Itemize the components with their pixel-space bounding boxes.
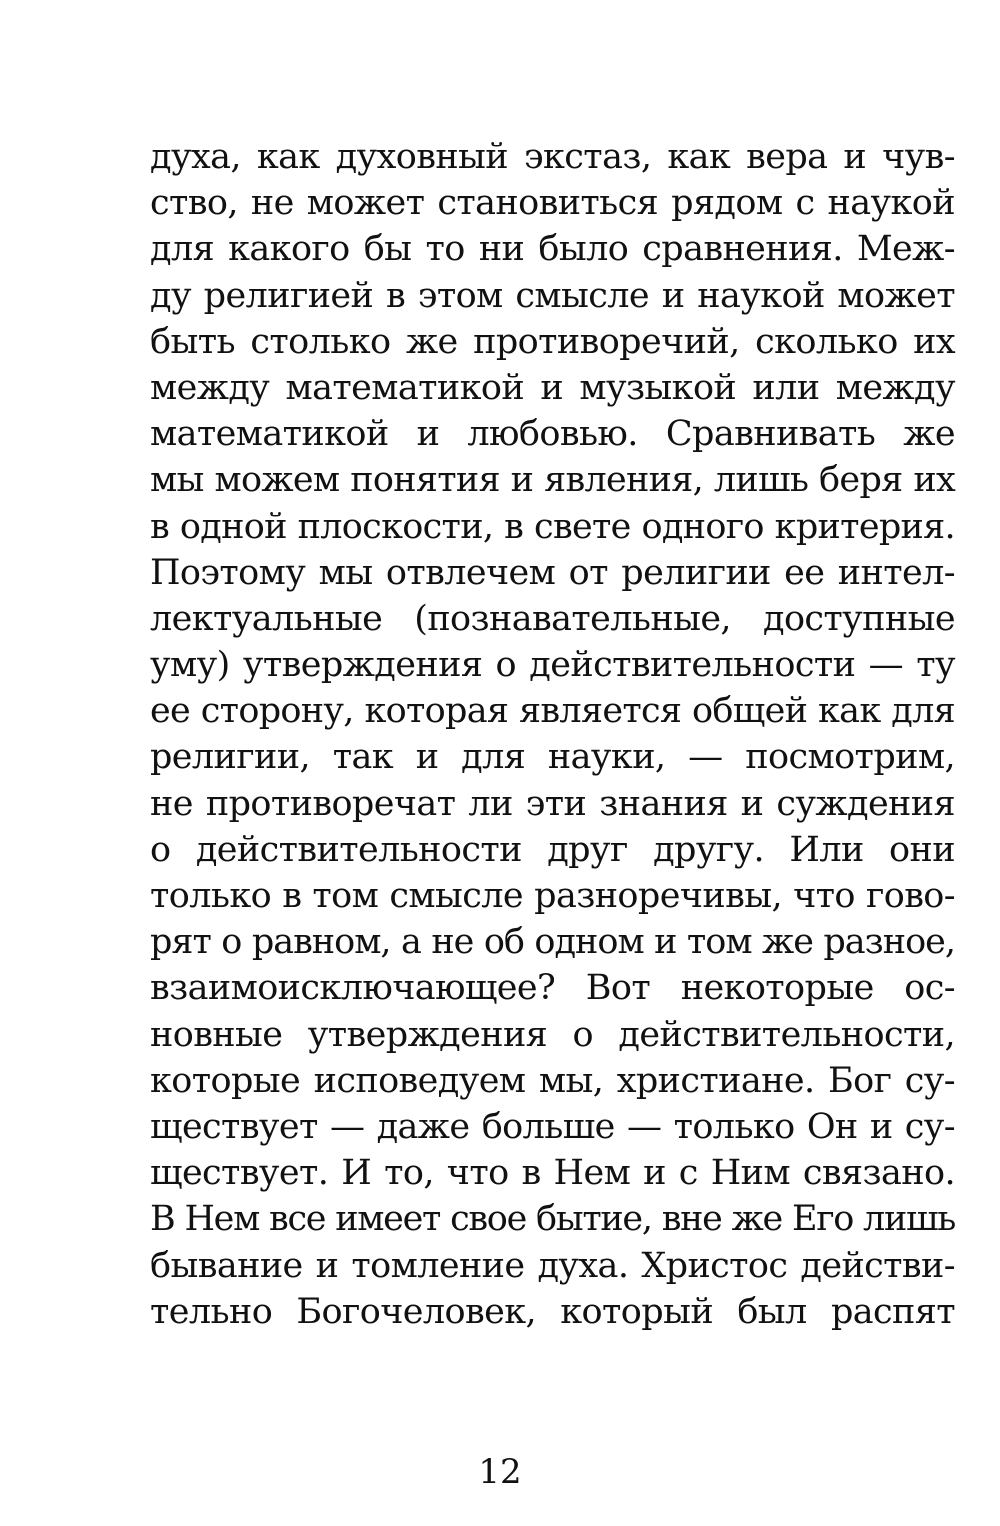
text-line: между математикой и музыкой или между xyxy=(150,367,955,408)
text-line: ществует. И то, что в Нем и с Ним связано. xyxy=(150,1153,955,1194)
text-line: тельно Богочеловек, который был распят xyxy=(150,1291,955,1332)
text-line: для какого бы то ни было сравнения. Меж- xyxy=(150,229,955,270)
text-line: мы можем понятия и явления, лишь беря их xyxy=(150,460,955,501)
text-line: ществует — даже больше — только Он и су- xyxy=(150,1106,955,1147)
text-line: религии, так и для науки, — посмотрим, xyxy=(150,737,955,778)
text-line: духа, как духовный экстаз, как вера и чув- xyxy=(150,137,955,177)
text-line: ее сторону, которая является общей как для xyxy=(150,691,955,732)
text-line: взаимоисключающее? Вот некоторые ос- xyxy=(150,968,955,1009)
body-text xyxy=(150,134,955,1335)
text-line: бывание и томление духа. Христос действи- xyxy=(150,1245,955,1286)
text-line: лектуальные (познавательные, доступные xyxy=(150,598,955,639)
text-line: о действительности друг другу. Или они xyxy=(150,829,955,870)
text-line: Поэтому мы отвлечем от религии ее интел- xyxy=(150,552,955,593)
text-line: которые исповедуем мы, христиане. Бог су- xyxy=(150,1060,955,1101)
text-line: уму) утверждения о действительности — ту xyxy=(150,645,955,686)
text-line: математикой и любовью. Сравнивать же xyxy=(150,414,955,455)
text-line: новные утверждения о действительности, xyxy=(150,1014,955,1055)
text-line: только в том смысле разноречивы, что гово- xyxy=(150,876,955,916)
text-line: быть столько же противоречий, сколько их xyxy=(150,321,955,362)
text-line: ство, не может становиться рядом с наукой xyxy=(150,183,955,224)
text-line: рят о равном, а не об одном и том же разное, xyxy=(150,922,955,963)
text-line: в одной плоскости, в свете одного критерия. xyxy=(150,506,955,547)
text-line: не противоречат ли эти знания и суждения xyxy=(150,783,955,824)
text-line: В Нем все имеет свое бытие, вне же Его лишь xyxy=(150,1199,955,1240)
text-line: ду религией в этом смысле и наукой может xyxy=(150,275,955,316)
page-number: 12 xyxy=(478,1452,522,1492)
